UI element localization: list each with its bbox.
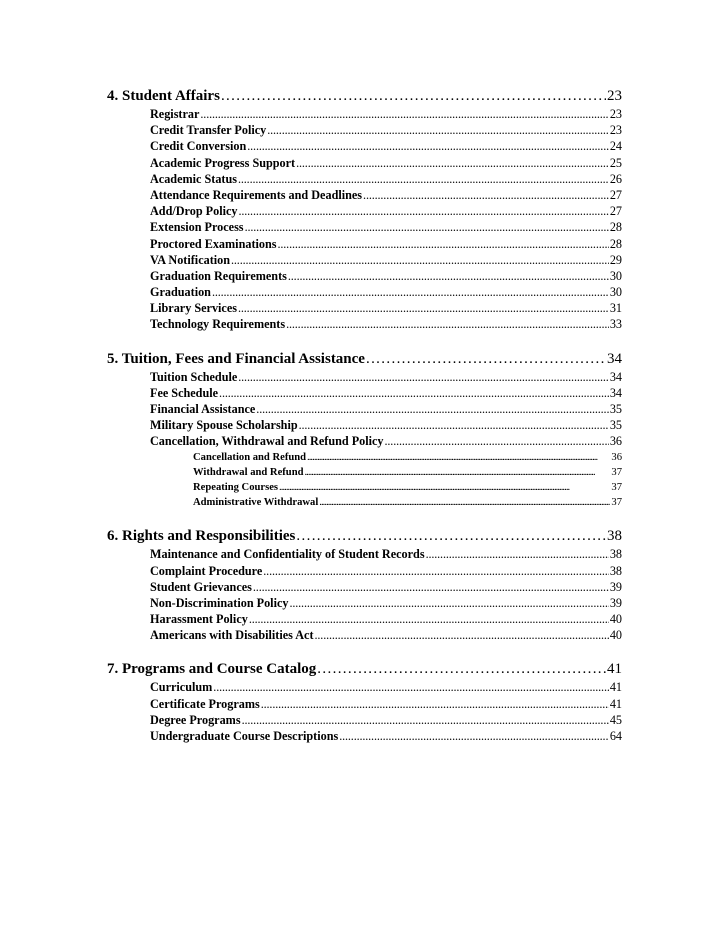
toc-entry-title: Academic Status <box>150 171 237 186</box>
toc-entry-page: 24 <box>609 139 622 154</box>
dot-leader <box>219 385 609 401</box>
toc-entry <box>150 252 622 268</box>
toc-heading-title: 4. Student Affairs <box>107 88 220 104</box>
toc-subentry <box>193 480 622 495</box>
toc-entry <box>150 187 622 203</box>
toc-entry-page: 27 <box>609 187 622 202</box>
toc-entry <box>150 563 622 579</box>
toc-entry-title: Fee Schedule <box>150 385 219 400</box>
toc-entry-title: Certificate Programs <box>150 696 260 711</box>
toc-entry-title: Military Spouse Scholarship <box>150 418 298 433</box>
toc-entry-page: 34 <box>609 385 622 400</box>
toc-heading-title: 5. Tuition, Fees and Financial Assistance <box>107 350 365 367</box>
toc-entry <box>150 171 622 187</box>
toc-entry-title: Extension Process <box>150 220 244 235</box>
dot-leader <box>299 417 609 433</box>
toc-entry-title: Library Services <box>150 301 237 316</box>
toc-entry-title: Credit Conversion <box>150 139 247 154</box>
toc-entry <box>150 316 622 332</box>
toc-entry-page: 40 <box>609 612 622 627</box>
toc-subentry <box>193 465 622 480</box>
toc-heading-page: 41 <box>607 661 622 678</box>
toc-entry-title: VA Notification <box>150 252 231 267</box>
toc-entry-title: Tuition Schedule <box>150 369 238 384</box>
toc-entry-page: 45 <box>609 712 622 727</box>
toc-heading-page: 34 <box>607 350 622 367</box>
toc-entry <box>150 611 622 627</box>
toc-section-tuition-fees <box>107 349 622 511</box>
dot-leader <box>296 526 606 546</box>
toc-entry-title: Financial Assistance <box>150 402 256 416</box>
toc-entry-page: 28 <box>609 236 622 251</box>
dot-leader <box>267 122 609 138</box>
toc-entry-page: 38 <box>609 547 622 562</box>
toc-entry <box>150 579 622 595</box>
dot-leader <box>279 480 610 495</box>
toc-entry-page: 36 <box>609 434 622 449</box>
toc-heading-title: 6. Rights and Responsibilities <box>107 528 296 545</box>
toc-entry <box>150 268 622 284</box>
dot-leader <box>315 627 609 643</box>
toc-entry-page: 31 <box>609 301 622 316</box>
toc-entry-title: Curriculum <box>150 680 213 695</box>
toc-entry <box>150 300 622 316</box>
toc-entry-page: 25 <box>609 155 622 170</box>
toc-entry <box>150 155 622 171</box>
dot-leader <box>307 450 610 465</box>
dot-leader <box>231 252 609 268</box>
toc-entry-title: Student Grievances <box>150 579 252 594</box>
toc-entry-title: Credit Transfer Policy <box>150 123 267 138</box>
toc-entry-title: Add/Drop Policy <box>150 204 238 219</box>
toc-entry <box>150 236 622 252</box>
toc-entry-title: Graduation <box>150 285 211 300</box>
toc-entry <box>150 627 622 643</box>
dot-leader <box>261 696 609 712</box>
dot-leader <box>213 679 609 695</box>
toc-entry <box>150 712 622 728</box>
toc-entry <box>150 546 622 562</box>
toc-entry-page: 29 <box>609 252 622 267</box>
toc-entry-page: 34 <box>609 369 622 384</box>
toc-entry <box>150 401 622 417</box>
toc-heading-page: 23 <box>607 88 622 104</box>
dot-leader <box>288 268 609 284</box>
toc-entry <box>150 122 622 138</box>
dot-leader <box>256 401 609 417</box>
toc-entry <box>150 417 622 433</box>
dot-leader <box>238 171 609 187</box>
table-of-contents <box>107 86 622 760</box>
dot-leader <box>200 106 608 122</box>
dot-leader <box>245 219 609 235</box>
toc-entry-page: 26 <box>609 171 622 186</box>
toc-subentry-page: 37 <box>611 481 622 493</box>
toc-entry <box>150 385 622 401</box>
toc-entry-page: 40 <box>609 628 622 643</box>
dot-leader <box>247 138 609 154</box>
dot-leader <box>249 611 609 627</box>
toc-entry <box>150 203 622 219</box>
dot-leader <box>426 546 609 562</box>
toc-entry-page: 28 <box>609 220 622 235</box>
toc-entry-title: Attendance Requirements and Deadlines <box>150 187 363 202</box>
dot-leader <box>319 495 610 510</box>
toc-heading <box>107 526 622 546</box>
dot-leader <box>263 563 609 579</box>
toc-heading <box>107 659 622 679</box>
dot-leader <box>363 187 609 203</box>
dot-leader <box>221 86 606 106</box>
toc-entry-page: 39 <box>609 579 622 594</box>
toc-entry-page: 30 <box>609 268 622 283</box>
toc-entry-page: 23 <box>609 123 622 138</box>
toc-entry-title: Academic Progress Support <box>150 155 296 170</box>
dot-leader <box>339 728 609 744</box>
toc-entry-title: Cancellation, Withdrawal and Refund Policy <box>150 434 384 449</box>
dot-leader <box>238 369 609 385</box>
toc-subentry-title: Administrative Withdrawal <box>193 497 319 509</box>
toc-entry <box>150 369 622 385</box>
dot-leader <box>253 579 609 595</box>
dot-leader <box>212 284 609 300</box>
toc-entry-page: 33 <box>609 317 622 332</box>
dot-leader <box>304 465 610 480</box>
toc-entry <box>150 595 622 611</box>
dot-leader <box>286 316 609 332</box>
dot-leader <box>238 300 609 316</box>
dot-leader <box>289 595 608 611</box>
toc-heading <box>107 86 622 106</box>
toc-subentry-title: Withdrawal and Refund <box>193 466 304 478</box>
toc-entry-title: Proctored Examinations <box>150 236 277 251</box>
toc-entry-page: 38 <box>609 563 622 578</box>
dot-leader <box>385 433 609 449</box>
toc-entry-title: Undergraduate Course Descriptions <box>150 729 339 743</box>
toc-entry <box>150 284 622 300</box>
toc-entry-title: Graduation Requirements <box>150 268 287 283</box>
toc-entry <box>150 728 622 744</box>
toc-subentry-page: 37 <box>611 497 622 509</box>
toc-entry-page: 27 <box>609 204 622 219</box>
toc-entry-title: Degree Programs <box>150 712 241 727</box>
toc-heading <box>107 349 622 369</box>
toc-entry <box>150 696 622 712</box>
toc-entry-title: Maintenance and Confidentiality of Student Records <box>150 547 425 562</box>
toc-subentry-page: 36 <box>611 451 622 463</box>
toc-entry <box>150 433 622 449</box>
dot-leader <box>366 349 606 369</box>
toc-entry-page: 41 <box>609 680 622 695</box>
toc-entry-page: 35 <box>609 418 622 433</box>
toc-entry-title: Technology Requirements <box>150 317 286 332</box>
dot-leader <box>296 155 609 171</box>
toc-subentry-page: 37 <box>611 466 622 478</box>
toc-entry-title: Americans with Disabilities Act <box>150 628 314 643</box>
toc-entry-page: 35 <box>609 402 622 416</box>
toc-section-student-affairs <box>107 86 622 333</box>
toc-entry-page: 39 <box>609 595 622 610</box>
toc-section-programs <box>107 659 622 744</box>
toc-subentry <box>193 450 622 465</box>
toc-entry <box>150 106 622 122</box>
toc-subentry-title: Repeating Courses <box>193 481 279 493</box>
toc-entry <box>150 138 622 154</box>
toc-entry-title: Non-Discrimination Policy <box>150 595 289 610</box>
dot-leader <box>242 712 609 728</box>
toc-heading-title: 7. Programs and Course Catalog <box>107 661 317 678</box>
toc-heading-page: 38 <box>607 528 622 545</box>
toc-entry-title: Registrar <box>150 107 200 121</box>
toc-entry <box>150 219 622 235</box>
dot-leader <box>238 203 608 219</box>
dot-leader <box>317 659 606 679</box>
toc-section-rights <box>107 526 622 643</box>
toc-entry <box>150 679 622 695</box>
toc-entry-title: Complaint Procedure <box>150 563 263 578</box>
toc-subentry-title: Cancellation and Refund <box>193 451 307 463</box>
toc-subentry <box>193 495 622 510</box>
toc-entry-page: 23 <box>609 107 622 121</box>
toc-entry-page: 64 <box>609 729 622 743</box>
toc-entry-page: 30 <box>609 285 622 300</box>
dot-leader <box>278 236 609 252</box>
toc-entry-title: Harassment Policy <box>150 612 248 627</box>
toc-entry-page: 41 <box>609 696 622 711</box>
